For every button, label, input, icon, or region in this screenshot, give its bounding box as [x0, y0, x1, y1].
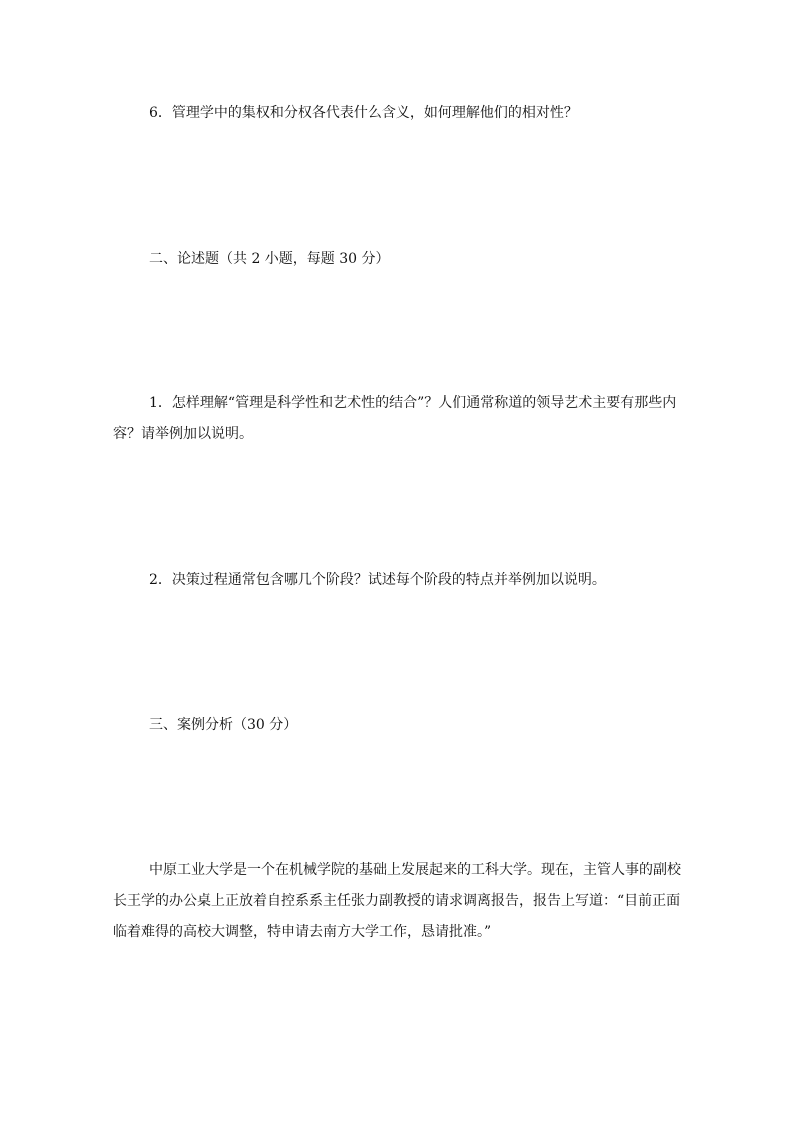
section-2-heading: 二、论述题（共 2 小题，每题 30 分） — [149, 251, 390, 267]
question-6: 6．管理学中的集权和分权各代表什么含义，如何理解他们的相对性？ — [149, 105, 578, 121]
essay-question-2: 2．决策过程通常包含哪几个阶段？试述每个阶段的特点并举例加以说明。 — [149, 572, 606, 588]
case-study-text: 中原工业大学是一个在机械学院的基础上发展起来的工科大学。现在，主管人事的副校长王学的办公桌上正放着自控系系主任张力副教授的请求调离报告，报告上写道：“目前正面临着难得的高校大调整，特申请去南方大学工作，恳请批准。” — [113, 862, 681, 940]
section-3-heading: 三、案例分析（30 分） — [149, 717, 298, 733]
essay-question-1: 1．怎样理解“管理是科学性和艺术性的结合”？人们通常称道的领导艺术主要有那些内容？请举例加以说明。 — [113, 395, 677, 442]
